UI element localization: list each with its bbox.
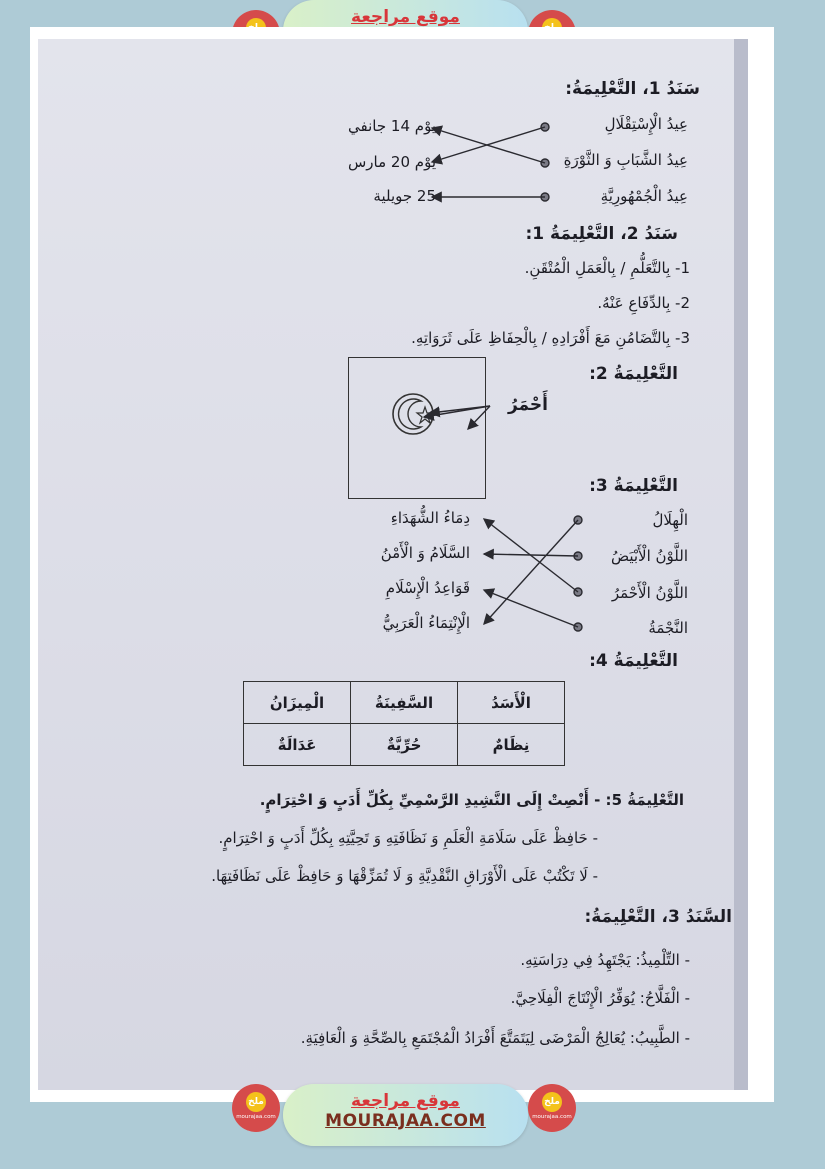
- sanad3-item: - التِّلْمِيذُ: يَجْتَهِدُ فِي دِرَاسَتِهِ.: [520, 951, 690, 969]
- t3-right-item: السَّلَامُ وَ الْأَمْنُ: [380, 544, 470, 562]
- t3-right-item: دِمَاءُ الشُّهَدَاءِ: [390, 509, 470, 527]
- t3-right-item: قَوَاعِدُ الْإِسْلَامِ: [385, 579, 470, 597]
- table-cell: الْأَسَدُ: [458, 682, 565, 724]
- site-name-arabic[interactable]: موقع مراجعة: [351, 7, 460, 27]
- t3-left-item: الْهِلَالُ: [652, 511, 688, 529]
- t3-header: التَّعْلِيمَةُ 3:: [589, 476, 678, 496]
- sanad1-left-item: عِيدُ الْجُمْهُورِيَّةِ: [600, 187, 688, 205]
- sanad1-right-item: يوْم 20 مارس: [347, 153, 436, 171]
- sanad1-right-item: يوْم 14 جانفي: [348, 117, 436, 135]
- site-banner-bottom[interactable]: [283, 1084, 528, 1146]
- sanad1-left-item: عِيدُ الْإِسْتِقْلَالِ: [604, 115, 688, 133]
- t5-item: - لَا تَكْتُبْ عَلَى الْأَوْرَاقِ النَّقْدِيَّةِ وَ لَا تُمَزِّقْهَا وَ حَافِظْ عَلَى نَظَافَتِهَا.: [211, 867, 598, 885]
- t5-item: - حَافِظْ عَلَى سَلَامَةِ الْعَلَمِ وَ نَظَافَتِهِ وَ تَحِيَّتِهِ بِكُلِّ أَدَبٍ وَ احْتِرَامٍ.: [218, 829, 598, 847]
- t3-left-item: النَّجْمَةُ: [648, 619, 688, 637]
- sanad1-header: سَنَدُ 1، التَّعْلِيمَةُ:: [565, 79, 700, 99]
- site-logo-left: [232, 1084, 280, 1132]
- sanad1-left-item: عِيدُ الشَّبَابِ وَ الثَّوْرَةِ: [563, 151, 688, 169]
- flag-color-label: أَحْمَرُ: [507, 395, 548, 415]
- t3-left-item: اللَّوْنُ الْأَحْمَرُ: [611, 584, 688, 602]
- sanad3-item: - الْفَلَّاحُ: يُوَفِّرُ الْإِنْتَاجَ الْفِلَاحِيَّ.: [510, 989, 690, 1007]
- sanad2-header: سَنَدُ 2، التَّعْلِيمَةُ 1:: [525, 224, 678, 244]
- sanad2-answer: 3- بِالتَّضَامُنِ مَعَ أَفْرَادِهِ / بِالْحِفَاظِ عَلَى ثَرَوَاتِهِ.: [411, 329, 690, 347]
- table-cell: السَّفِينَةُ: [351, 682, 458, 724]
- table-cell: الْمِيزَانُ: [244, 682, 351, 724]
- t5-line: التَّعْلِيمَةُ 5: - أَنْصِتْ إِلَى النَّشِيدِ الرَّسْمِيِّ بِكُلِّ أَدَبٍ وَ احْتِرَامٍ.: [259, 791, 684, 809]
- site-name-latin[interactable]: MOURAJAA.COM: [325, 1111, 486, 1131]
- table-cell: عَدَالَةٌ: [244, 724, 351, 766]
- t4-header: التَّعْلِيمَةُ 4:: [589, 651, 678, 671]
- sanad2-answer: 2- بِالدِّفَاعِ عَنْهُ.: [597, 294, 690, 312]
- sanad1-right-item: 25 جويلية: [373, 187, 436, 205]
- sanad3-item: - الطَّبِيبُ: يُعَالِجُ الْمَرْضَى لِيَتَمَتَّعَ أَفْرَادُ الْمُجْتَمَعِ بِالصِّحَّةِ وَ الْعَافِيَةِ.: [300, 1029, 690, 1047]
- t3-left-item: اللَّوْنُ الْأَبْيَضُ: [610, 547, 688, 565]
- matching-lines: [38, 39, 748, 1090]
- table-cell: نِظَامٌ: [458, 724, 565, 766]
- logo-text: mourajaa.com: [236, 1114, 276, 1120]
- site-name-arabic[interactable]: موقع مراجعة: [351, 1091, 460, 1111]
- sanad3-header: السَّنَدُ 3، التَّعْلِيمَةُ:: [584, 907, 732, 927]
- logo-badge: ملخ: [246, 1092, 266, 1112]
- site-logo-right: [528, 1084, 576, 1132]
- worksheet-photo: [38, 39, 748, 1090]
- table-cell: حُرِّيَّةٌ: [351, 724, 458, 766]
- t2-header: التَّعْلِيمَةُ 2:: [589, 364, 678, 384]
- logo-text: mourajaa.com: [532, 1114, 572, 1120]
- t3-right-item: الْإِنْتِمَاءُ الْعَرَبِيُّ: [382, 614, 470, 632]
- sanad2-answer: 1- بِالتَّعَلُّمِ / بِالْعَمَلِ الْمُتْقَنِ.: [524, 259, 690, 277]
- logo-badge: ملخ: [542, 1092, 562, 1112]
